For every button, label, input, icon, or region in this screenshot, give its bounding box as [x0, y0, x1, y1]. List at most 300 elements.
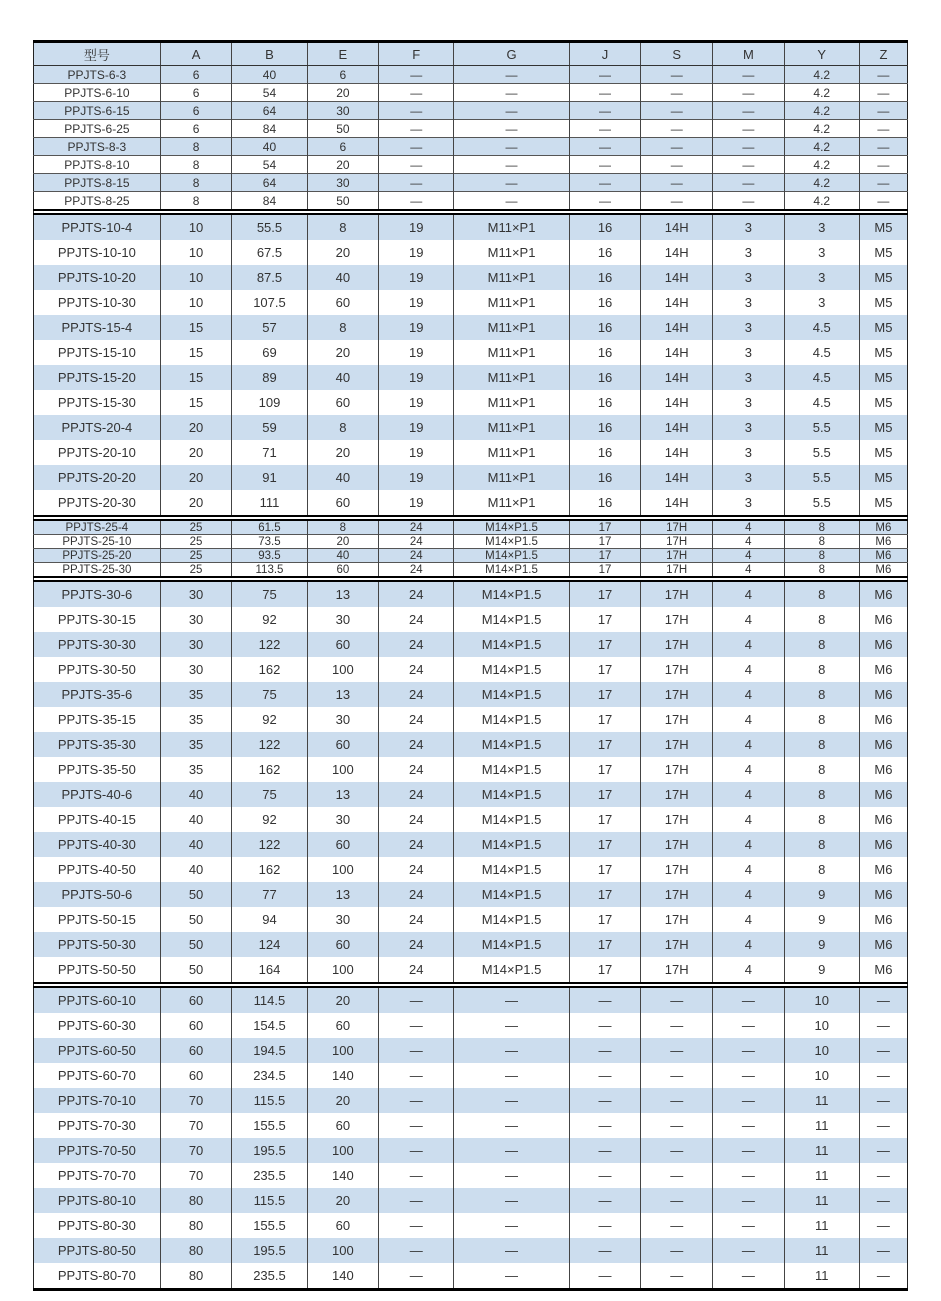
value-cell: 10	[784, 987, 859, 1013]
value-cell: 80	[160, 1188, 232, 1213]
value-cell: —	[569, 1063, 641, 1088]
value-cell: 20	[307, 340, 379, 365]
value-cell: 17	[569, 757, 641, 782]
value-cell: —	[713, 1238, 785, 1263]
value-cell: 3	[713, 290, 785, 315]
value-cell: 6	[160, 102, 232, 120]
table-row	[34, 465, 908, 490]
value-cell: 8	[784, 832, 859, 857]
value-cell: 93.5	[232, 549, 307, 563]
model-cell: PPJTS-30-50	[34, 657, 161, 682]
value-cell: 91	[232, 465, 307, 490]
table-row	[34, 932, 908, 957]
value-cell: 60	[160, 1038, 232, 1063]
value-cell: M14×P1.5	[454, 807, 569, 832]
value-cell: 30	[160, 657, 232, 682]
value-cell: 59	[232, 415, 307, 440]
value-cell: 17	[569, 632, 641, 657]
value-cell: 3	[713, 265, 785, 290]
value-cell: 16	[569, 340, 641, 365]
value-cell: 92	[232, 607, 307, 632]
value-cell: —	[454, 1013, 569, 1038]
value-cell: —	[454, 1238, 569, 1263]
value-cell: 80	[160, 1213, 232, 1238]
value-cell: 17	[569, 707, 641, 732]
value-cell: M14×P1.5	[454, 581, 569, 607]
value-cell: —	[859, 66, 907, 84]
value-cell: M11×P1	[454, 340, 569, 365]
value-cell: M14×P1.5	[454, 832, 569, 857]
value-cell: 24	[379, 857, 454, 882]
value-cell: —	[859, 102, 907, 120]
model-cell: PPJTS-25-10	[34, 535, 161, 549]
value-cell: M6	[859, 907, 907, 932]
value-cell: —	[859, 1163, 907, 1188]
value-cell: 24	[379, 707, 454, 732]
value-cell: 5.5	[784, 415, 859, 440]
value-cell: 235.5	[232, 1163, 307, 1188]
value-cell: —	[379, 66, 454, 84]
value-cell: —	[379, 1138, 454, 1163]
value-cell: 100	[307, 857, 379, 882]
value-cell: —	[379, 1113, 454, 1138]
model-cell: PPJTS-30-30	[34, 632, 161, 657]
model-cell: PPJTS-20-30	[34, 490, 161, 516]
value-cell: 50	[160, 882, 232, 907]
value-cell: 3	[713, 440, 785, 465]
value-cell: —	[713, 1188, 785, 1213]
value-cell: 20	[307, 84, 379, 102]
value-cell: 17H	[641, 563, 713, 578]
value-cell: 60	[307, 1013, 379, 1038]
value-cell: —	[713, 1213, 785, 1238]
value-cell: M14×P1.5	[454, 657, 569, 682]
value-cell: M6	[859, 549, 907, 563]
value-cell: M6	[859, 520, 907, 535]
value-cell: 50	[307, 192, 379, 211]
value-cell: 17H	[641, 520, 713, 535]
model-cell: PPJTS-70-50	[34, 1138, 161, 1163]
table-row	[34, 1188, 908, 1213]
column-header: J	[569, 42, 641, 66]
value-cell: 89	[232, 365, 307, 390]
value-cell: —	[859, 1213, 907, 1238]
value-cell: M6	[859, 957, 907, 983]
value-cell: 20	[307, 535, 379, 549]
value-cell: —	[713, 1063, 785, 1088]
value-cell: —	[641, 120, 713, 138]
value-cell: —	[641, 1213, 713, 1238]
value-cell: —	[454, 1063, 569, 1088]
value-cell: 4	[713, 832, 785, 857]
value-cell: 16	[569, 440, 641, 465]
model-cell: PPJTS-60-30	[34, 1013, 161, 1038]
value-cell: 17	[569, 549, 641, 563]
value-cell: M6	[859, 563, 907, 578]
value-cell: —	[569, 1013, 641, 1038]
value-cell: 75	[232, 682, 307, 707]
model-cell: PPJTS-10-30	[34, 290, 161, 315]
value-cell: M5	[859, 390, 907, 415]
value-cell: 50	[307, 120, 379, 138]
value-cell: 11	[784, 1088, 859, 1113]
value-cell: 40	[160, 782, 232, 807]
value-cell: —	[569, 102, 641, 120]
value-cell: 16	[569, 290, 641, 315]
value-cell: —	[379, 1263, 454, 1290]
value-cell: 25	[160, 520, 232, 535]
model-cell: PPJTS-80-50	[34, 1238, 161, 1263]
value-cell: —	[641, 1013, 713, 1038]
value-cell: M5	[859, 440, 907, 465]
value-cell: M14×P1.5	[454, 632, 569, 657]
value-cell: 61.5	[232, 520, 307, 535]
value-cell: 75	[232, 581, 307, 607]
value-cell: 8	[784, 707, 859, 732]
value-cell: M14×P1.5	[454, 607, 569, 632]
model-cell: PPJTS-8-25	[34, 192, 161, 211]
value-cell: 10	[784, 1063, 859, 1088]
value-cell: —	[454, 174, 569, 192]
value-cell: M6	[859, 657, 907, 682]
value-cell: 4	[713, 607, 785, 632]
value-cell: 140	[307, 1163, 379, 1188]
value-cell: 20	[307, 1088, 379, 1113]
value-cell: 24	[379, 957, 454, 983]
value-cell: 100	[307, 757, 379, 782]
value-cell: 57	[232, 315, 307, 340]
value-cell: —	[454, 84, 569, 102]
value-cell: 24	[379, 782, 454, 807]
table-row	[34, 549, 908, 563]
value-cell: —	[569, 138, 641, 156]
value-cell: M6	[859, 632, 907, 657]
value-cell: 8	[784, 607, 859, 632]
value-cell: 10	[160, 265, 232, 290]
value-cell: 6	[307, 66, 379, 84]
column-header: 型号	[34, 42, 161, 66]
model-cell: PPJTS-50-30	[34, 932, 161, 957]
value-cell: 4	[713, 520, 785, 535]
value-cell: M5	[859, 490, 907, 516]
value-cell: M11×P1	[454, 265, 569, 290]
value-cell: 17H	[641, 757, 713, 782]
value-cell: 15	[160, 340, 232, 365]
value-cell: 40	[307, 265, 379, 290]
value-cell: M14×P1.5	[454, 563, 569, 578]
value-cell: M5	[859, 214, 907, 240]
value-cell: 70	[160, 1113, 232, 1138]
value-cell: M14×P1.5	[454, 682, 569, 707]
value-cell: 24	[379, 882, 454, 907]
value-cell: 13	[307, 882, 379, 907]
model-cell: PPJTS-8-10	[34, 156, 161, 174]
value-cell: 107.5	[232, 290, 307, 315]
value-cell: M14×P1.5	[454, 520, 569, 535]
value-cell: 20	[160, 465, 232, 490]
table-row	[34, 174, 908, 192]
value-cell: 35	[160, 682, 232, 707]
value-cell: 35	[160, 757, 232, 782]
value-cell: —	[641, 1113, 713, 1138]
value-cell: —	[641, 84, 713, 102]
value-cell: M6	[859, 607, 907, 632]
table-row	[34, 581, 908, 607]
value-cell: 24	[379, 807, 454, 832]
value-cell: —	[859, 1113, 907, 1138]
value-cell: 24	[379, 732, 454, 757]
value-cell: 50	[160, 907, 232, 932]
value-cell: 8	[160, 174, 232, 192]
value-cell: 8	[784, 682, 859, 707]
model-cell: PPJTS-6-25	[34, 120, 161, 138]
value-cell: 15	[160, 365, 232, 390]
value-cell: —	[569, 174, 641, 192]
value-cell: 20	[307, 156, 379, 174]
value-cell: 73.5	[232, 535, 307, 549]
value-cell: 154.5	[232, 1013, 307, 1038]
value-cell: 6	[160, 84, 232, 102]
value-cell: 8	[307, 415, 379, 440]
value-cell: 4	[713, 632, 785, 657]
spec-table	[33, 40, 908, 1291]
model-cell: PPJTS-60-10	[34, 987, 161, 1013]
value-cell: M5	[859, 340, 907, 365]
value-cell: M5	[859, 240, 907, 265]
table-row	[34, 807, 908, 832]
value-cell: 20	[160, 490, 232, 516]
value-cell: 4	[713, 682, 785, 707]
model-cell: PPJTS-70-30	[34, 1113, 161, 1138]
value-cell: 30	[307, 102, 379, 120]
value-cell: 16	[569, 490, 641, 516]
column-header: G	[454, 42, 569, 66]
column-header: M	[713, 42, 785, 66]
value-cell: 60	[307, 490, 379, 516]
table-row	[34, 1238, 908, 1263]
value-cell: 60	[160, 1063, 232, 1088]
model-cell: PPJTS-25-20	[34, 549, 161, 563]
value-cell: 20	[160, 440, 232, 465]
value-cell: 20	[307, 440, 379, 465]
value-cell: 80	[160, 1263, 232, 1290]
value-cell: —	[713, 1138, 785, 1163]
value-cell: —	[641, 192, 713, 211]
table-row	[34, 957, 908, 983]
value-cell: —	[713, 987, 785, 1013]
value-cell: 17	[569, 782, 641, 807]
model-cell: PPJTS-15-30	[34, 390, 161, 415]
value-cell: 9	[784, 932, 859, 957]
value-cell: 4.5	[784, 315, 859, 340]
value-cell: 6	[160, 120, 232, 138]
value-cell: 17	[569, 907, 641, 932]
value-cell: 35	[160, 732, 232, 757]
value-cell: 24	[379, 549, 454, 563]
value-cell: 30	[160, 632, 232, 657]
value-cell: 124	[232, 932, 307, 957]
model-cell: PPJTS-15-4	[34, 315, 161, 340]
value-cell: 17	[569, 957, 641, 983]
value-cell: 17H	[641, 932, 713, 957]
value-cell: —	[454, 987, 569, 1013]
value-cell: 109	[232, 390, 307, 415]
value-cell: M6	[859, 757, 907, 782]
value-cell: —	[859, 1088, 907, 1113]
value-cell: 24	[379, 932, 454, 957]
value-cell: 10	[160, 240, 232, 265]
value-cell: 19	[379, 340, 454, 365]
value-cell: M11×P1	[454, 214, 569, 240]
table-row	[34, 1038, 908, 1063]
value-cell: 25	[160, 535, 232, 549]
value-cell: 60	[307, 932, 379, 957]
value-cell: 4.2	[784, 156, 859, 174]
value-cell: —	[569, 156, 641, 174]
value-cell: 14H	[641, 265, 713, 290]
value-cell: 3	[713, 240, 785, 265]
value-cell: —	[569, 987, 641, 1013]
value-cell: 14H	[641, 340, 713, 365]
value-cell: 4	[713, 563, 785, 578]
value-cell: 60	[160, 1013, 232, 1038]
value-cell: M11×P1	[454, 390, 569, 415]
value-cell: 17H	[641, 732, 713, 757]
value-cell: M14×P1.5	[454, 932, 569, 957]
value-cell: 24	[379, 632, 454, 657]
table-row	[34, 156, 908, 174]
value-cell: —	[454, 120, 569, 138]
value-cell: M11×P1	[454, 465, 569, 490]
value-cell: M6	[859, 682, 907, 707]
value-cell: 4	[713, 535, 785, 549]
value-cell: 19	[379, 440, 454, 465]
value-cell: 50	[160, 932, 232, 957]
value-cell: 235.5	[232, 1263, 307, 1290]
value-cell: 60	[307, 1213, 379, 1238]
table-row	[34, 1063, 908, 1088]
value-cell: 70	[160, 1138, 232, 1163]
value-cell: 17	[569, 857, 641, 882]
column-header: B	[232, 42, 307, 66]
value-cell: —	[569, 192, 641, 211]
value-cell: 40	[160, 857, 232, 882]
value-cell: 17	[569, 832, 641, 857]
column-header: Z	[859, 42, 907, 66]
value-cell: 17H	[641, 907, 713, 932]
value-cell: 4	[713, 782, 785, 807]
table-row	[34, 138, 908, 156]
table-row	[34, 832, 908, 857]
value-cell: M5	[859, 290, 907, 315]
value-cell: —	[713, 156, 785, 174]
value-cell: 24	[379, 563, 454, 578]
value-cell: 4	[713, 707, 785, 732]
value-cell: —	[379, 120, 454, 138]
table-row	[34, 520, 908, 535]
model-cell: PPJTS-70-10	[34, 1088, 161, 1113]
value-cell: —	[713, 84, 785, 102]
value-cell: 24	[379, 657, 454, 682]
value-cell: —	[713, 1163, 785, 1188]
value-cell: —	[713, 1038, 785, 1063]
value-cell: —	[713, 192, 785, 211]
value-cell: 16	[569, 465, 641, 490]
value-cell: 70	[160, 1163, 232, 1188]
value-cell: 10	[784, 1038, 859, 1063]
value-cell: 14H	[641, 390, 713, 415]
value-cell: 6	[160, 66, 232, 84]
value-cell: 84	[232, 120, 307, 138]
value-cell: 8	[307, 214, 379, 240]
value-cell: 17H	[641, 682, 713, 707]
table-row	[34, 240, 908, 265]
value-cell: 10	[160, 214, 232, 240]
value-cell: M11×P1	[454, 365, 569, 390]
value-cell: 8	[784, 782, 859, 807]
value-cell: 19	[379, 365, 454, 390]
value-cell: 4	[713, 549, 785, 563]
value-cell: 15	[160, 315, 232, 340]
value-cell: 17H	[641, 832, 713, 857]
value-cell: 16	[569, 240, 641, 265]
value-cell: —	[569, 1238, 641, 1263]
table-row	[34, 66, 908, 84]
model-cell: PPJTS-15-20	[34, 365, 161, 390]
value-cell: 19	[379, 214, 454, 240]
value-cell: —	[454, 138, 569, 156]
value-cell: —	[379, 1063, 454, 1088]
value-cell: M5	[859, 315, 907, 340]
value-cell: 60	[307, 832, 379, 857]
value-cell: —	[454, 1263, 569, 1290]
table-row	[34, 757, 908, 782]
value-cell: 55.5	[232, 214, 307, 240]
value-cell: 11	[784, 1238, 859, 1263]
model-cell: PPJTS-40-50	[34, 857, 161, 882]
value-cell: 19	[379, 315, 454, 340]
model-cell: PPJTS-60-50	[34, 1038, 161, 1063]
value-cell: —	[641, 1238, 713, 1263]
value-cell: 11	[784, 1113, 859, 1138]
value-cell: 67.5	[232, 240, 307, 265]
value-cell: M6	[859, 932, 907, 957]
value-cell: 40	[232, 66, 307, 84]
value-cell: 13	[307, 581, 379, 607]
table-header	[34, 42, 908, 66]
value-cell: —	[641, 1088, 713, 1113]
value-cell: 20	[307, 1188, 379, 1213]
value-cell: 70	[160, 1088, 232, 1113]
value-cell: —	[859, 987, 907, 1013]
value-cell: 13	[307, 782, 379, 807]
value-cell: M11×P1	[454, 440, 569, 465]
column-header: S	[641, 42, 713, 66]
value-cell: 3	[713, 390, 785, 415]
value-cell: 17	[569, 563, 641, 578]
value-cell: 17	[569, 732, 641, 757]
table-row	[34, 632, 908, 657]
value-cell: 84	[232, 192, 307, 211]
value-cell: 4	[713, 882, 785, 907]
value-cell: 8	[784, 535, 859, 549]
model-cell: PPJTS-15-10	[34, 340, 161, 365]
value-cell: 8	[784, 857, 859, 882]
value-cell: 4.5	[784, 390, 859, 415]
value-cell: 17	[569, 807, 641, 832]
value-cell: 16	[569, 214, 641, 240]
header-row	[34, 42, 908, 66]
